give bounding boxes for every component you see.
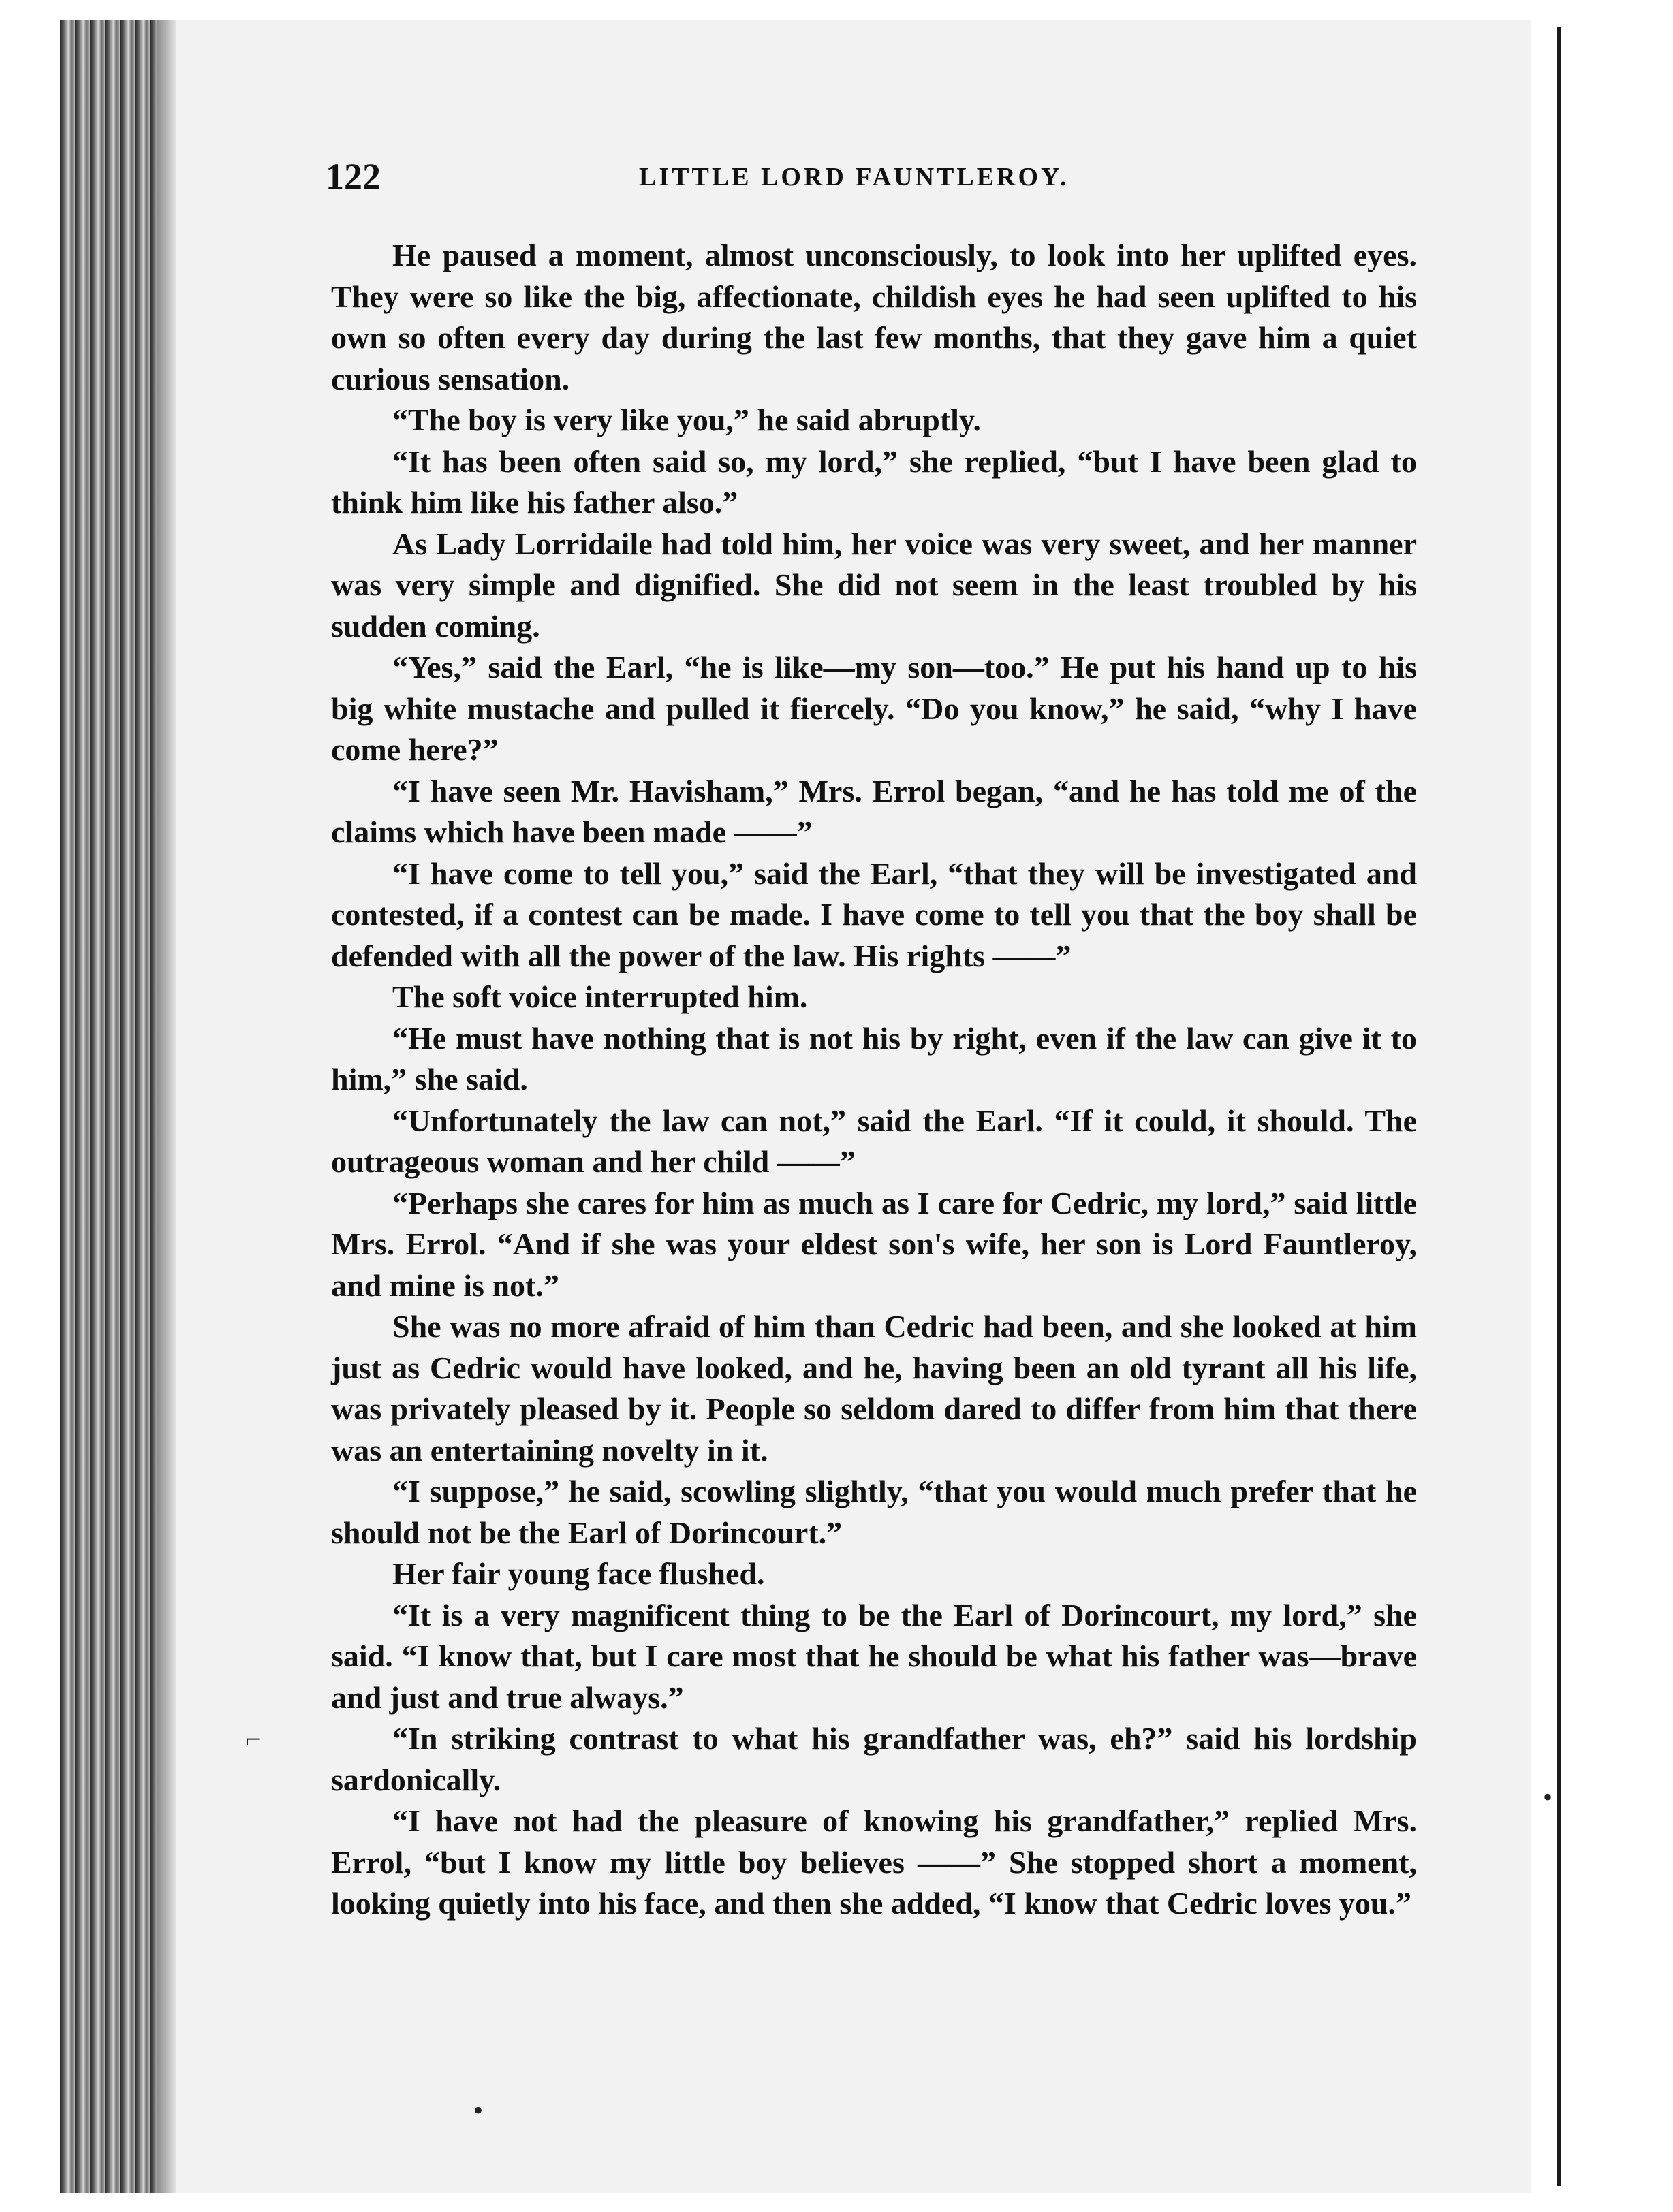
- paragraph: “Perhaps she cares for him as much as I care for Cedric, my lord,” said little Mrs. Errol. “And if she was your eldest son's wife, her son is Lord Fauntleroy, and mine is not.”: [331, 1185, 1417, 1303]
- margin-dot-icon: •: [1543, 1782, 1553, 1812]
- paragraph: “I have come to tell you,” said the Earl, “that they will be investigated and contested, if a contest can be made. I have come to tell you that the boy shall be defended with all the power of the law. His rights ——”: [331, 855, 1417, 973]
- running-title: LITTLE LORD FAUNTLEROY.: [639, 163, 1069, 191]
- page-number: 122: [326, 156, 381, 197]
- margin-mark-icon: ⌐: [245, 1724, 261, 1754]
- paragraph: “I have seen Mr. Havisham,” Mrs. Errol began, “and he has told me of the claims which have been made ——”: [331, 773, 1417, 849]
- paragraph: The soft voice interrupted him.: [392, 979, 808, 1014]
- body-text: [331, 235, 1417, 1925]
- paragraph: “Yes,” said the Earl, “he is like—my son—too.” He put his hand up to his big white mustache and pulled it fiercely. “Do you know,” he said, “why I have come here?”: [331, 650, 1417, 767]
- paragraph: Her fair young face flushed.: [392, 1556, 765, 1591]
- paragraph: He paused a moment, almost unconsciously, to look into her uplifted eyes. They were so like the big, affectionate, childish eyes he had seen uplifted to his own so often every day during the last few months, that they gave him a quiet curious sensation.: [331, 238, 1417, 396]
- paragraph: “He must have nothing that is not his by right, even if the law can give it to him,” she said.: [331, 1020, 1417, 1096]
- page-header: [326, 155, 1388, 196]
- ink-speck-icon: •: [473, 2095, 484, 2126]
- facing-page-margin: [1561, 20, 1673, 2193]
- page-gutter-line: [1557, 27, 1561, 2186]
- paragraph: “Unfortunately the law can not,” said the Earl. “If it could, it should. The outrageous woman and her child ——”: [331, 1103, 1417, 1179]
- paragraph: “It has been often said so, my lord,” she replied, “but I have been glad to think him like his father also.”: [331, 443, 1417, 520]
- page-edge-shadow: [157, 20, 177, 2193]
- paragraph: “I suppose,” he said, scowling slightly, “that you would much prefer that he should not be the Earl of Dorincourt.”: [331, 1474, 1417, 1550]
- paragraph: As Lady Lorridaile had told him, her voice was very sweet, and her manner was very simple and dignified. She did not seem in the least troubled by his sudden coming.: [331, 526, 1417, 644]
- paragraph: “I have not had the pleasure of knowing his grandfather,” replied Mrs. Errol, “but I know my little boy believes ——” She stopped short a moment, looking quietly into his face, and then she added, “I know that Cedric loves you.”: [331, 1803, 1417, 1921]
- paragraph: She was no more afraid of him than Cedric had been, and she looked at him just as Cedric would have looked, and he, having been an old tyrant all his life, was privately pleased by it. People so seldom dared to differ from him that there was an entertaining novelty in it.: [331, 1309, 1417, 1468]
- paragraph: “It is a very magnificent thing to be the Earl of Dorincourt, my lord,” she said. “I know that, but I care most that he should be what his father was—brave and just and true always.”: [331, 1597, 1417, 1715]
- paragraph: “The boy is very like you,” he said abruptly.: [392, 402, 981, 437]
- paragraph: “In striking contrast to what his grandfather was, eh?” said his lordship sardonically.: [331, 1721, 1417, 1797]
